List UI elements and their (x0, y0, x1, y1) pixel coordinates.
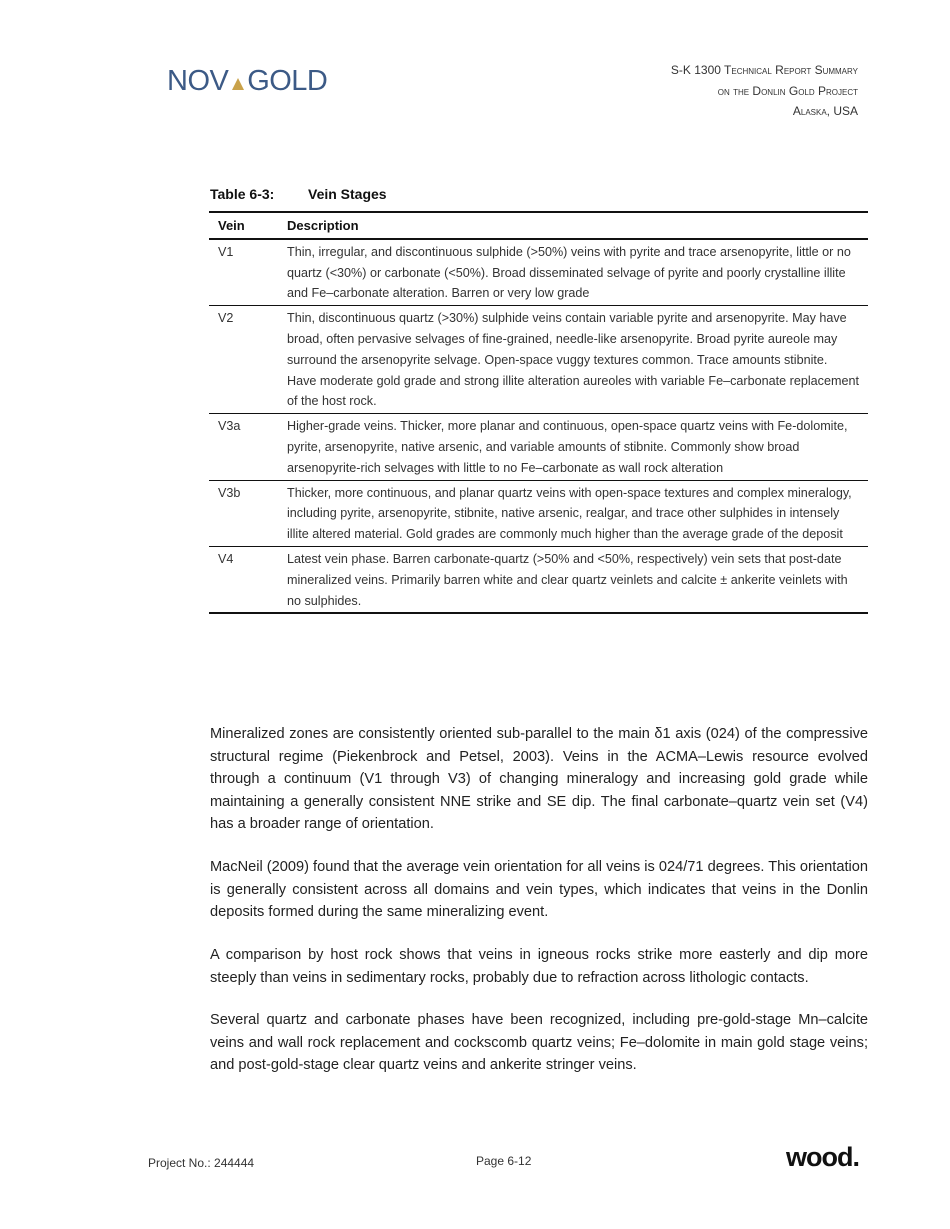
report-title-line3: Alaska, USA (792, 104, 858, 118)
report-title (671, 60, 858, 122)
body-paragraph-phases: Several quartz and carbonate phases have been recognized, including pre-gold-stage Mn–calcite veins and wall rock replacement and cockscomb quartz veins; Fe–dolomite in main gold stage veins; and post-gold-stage clear quartz veins and ankerite stringer veins. (210, 1012, 868, 1074)
wood-logo: wood. (786, 1142, 859, 1172)
description-cell: Latest vein phase. Barren carbonate-quartz (>50% and <50%, respectively) vein sets that post-date mineralized veins. Primarily barren white and clear quartz veinlets and calcite ± ankerite veinlets with no sulphides. (287, 551, 848, 608)
vein-cell: V3a (218, 419, 241, 434)
description-cell: Thin, irregular, and discontinuous sulphide (>50%) veins with pyrite and trace arsenopyrite, little or no quartz (<30%) or carbonate (<50%). Broad disseminated selvage of pyrite and poorly crystalline illite and Fe–carbonate alteration. Barren or very low grade (287, 244, 851, 301)
column-header-description: Description (287, 218, 359, 233)
report-title-line2: on the Donlin Gold Project (717, 83, 858, 98)
table-caption-number: Table 6-3: (210, 186, 275, 202)
table-caption (210, 186, 387, 202)
description-cell: Higher-grade veins. Thicker, more planar and continuous, open-space quartz veins with Fe-dolomite, pyrite, arsenopyrite, native arsenic, and variable amounts of stibnite. Commonly show broad arsenopyrite-rich selvages with little to no Fe–carbonate as wall rock alteration (287, 419, 848, 475)
body-paragraph-orientation: Mineralized zones are consistently oriented sub-parallel to the main δ1 axis (024) of the compressive structural regime (Piekenbrock and Petsel, 2003). Veins in the ACMA–Lewis resource evolved through a continuum (V1 through V3) of changing mineralogy and increasing gold grade while maintaining a generally consistent NNE strike and SE dip. The final carbonate–quartz vein set (V4) has a broader range of orientation. (210, 726, 868, 833)
description-cell: Thicker, more continuous, and planar quartz veins with open-space textures and complex mineralogy, including pyrite, arsenopyrite, stibnite, native arsenic, realgar, and trace other sulphides in intensely illite altered material. Gold grades are commonly much higher than the average grade of the deposit (287, 485, 852, 542)
table-row (209, 306, 868, 414)
table-header-row (209, 212, 868, 239)
table-row (209, 480, 868, 546)
body-paragraph-macneil: MacNeil (2009) found that the average vein orientation for all veins is 024/71 degrees. This orientation is generally consistent across all domains and vein types, which indicates that veins in the Donlin deposits formed during the same mineralizing event. (210, 859, 868, 921)
project-number: Project No.: 244444 (148, 1156, 255, 1170)
page-number: Page 6-12 (476, 1154, 532, 1168)
vein-stages-table (209, 211, 868, 614)
report-title-line1: S-K 1300 Technical Report Summary (670, 63, 858, 77)
vein-cell: V1 (218, 244, 234, 259)
table-caption-title: Vein Stages (308, 186, 387, 202)
table-row (209, 239, 868, 306)
logo-a-mark (228, 63, 247, 99)
table-row (209, 414, 868, 480)
table-row (209, 546, 868, 613)
vein-cell: V3b (218, 485, 241, 500)
vein-cell: V2 (218, 311, 234, 326)
description-cell: Thin, discontinuous quartz (>30%) sulphide veins contain variable pyrite and arsenopyrite. May have broad, often pervasive selvages of fine-grained, needle-like arsenopyrite. Broad pyrite aureole may surround the arsenopyrite selvage. Open-space vuggy textures common. Trace amounts stibnite. Have moderate gold grade and strong illite alteration aureoles with variable Fe–carbonate replacement of the host rock. (287, 311, 859, 409)
column-header-vein: Vein (218, 218, 245, 233)
body-paragraph-host-rock: A comparison by host rock shows that veins in igneous rocks strike more easterly and dip more steeply than veins in sedimentary rocks, probably due to refraction across lithologic contacts. (210, 947, 868, 986)
vein-cell: V4 (218, 551, 234, 566)
novagold-logo: NOV GOLD (167, 65, 328, 97)
